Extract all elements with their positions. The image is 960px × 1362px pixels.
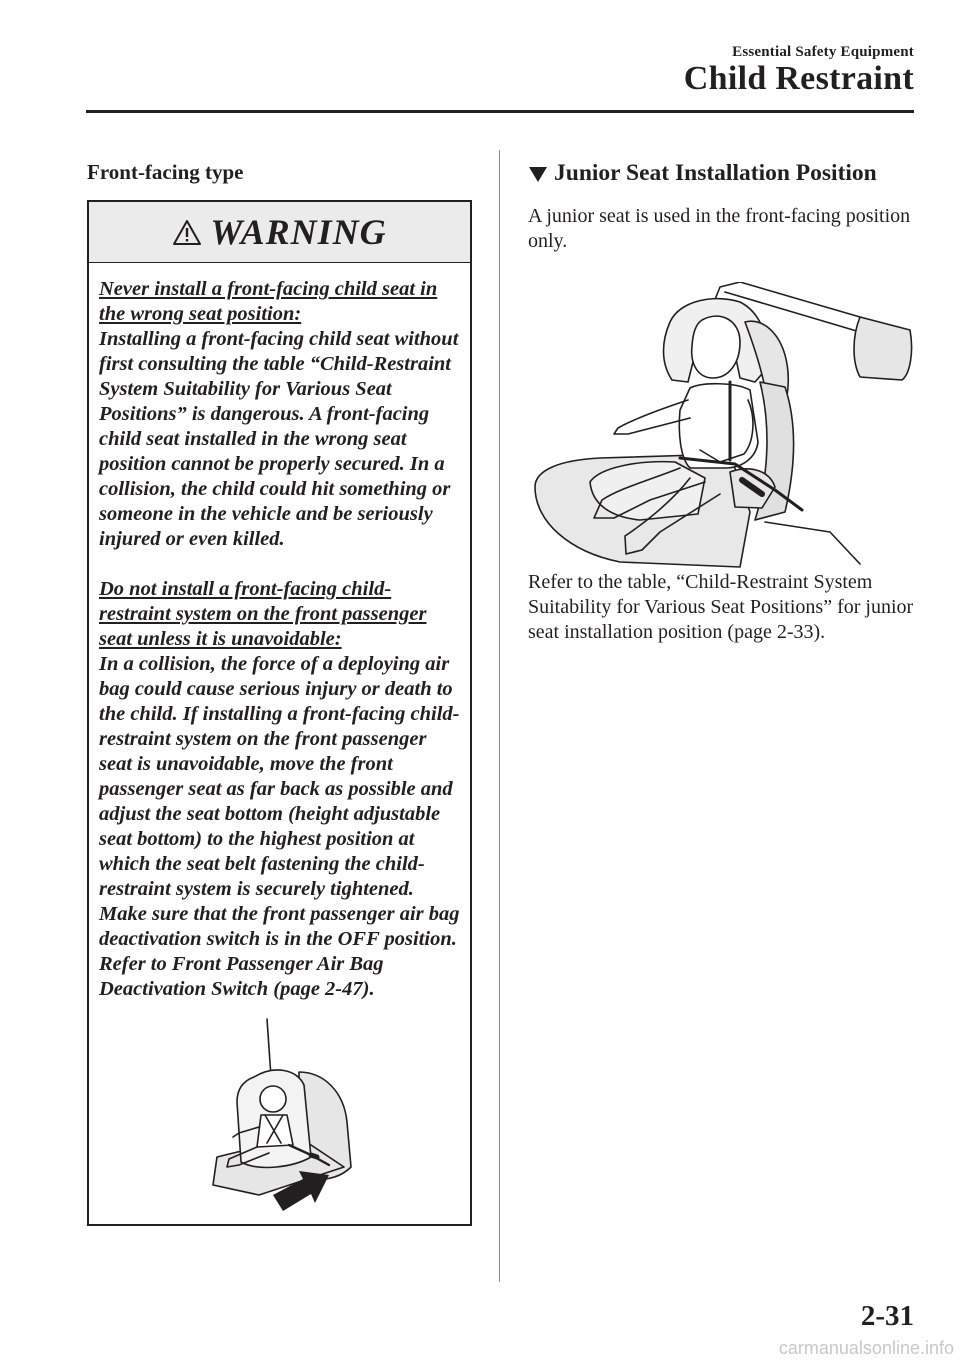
warning-paragraph-2 [99, 577, 460, 902]
warning-paragraph-3: Make sure that the front passenger air bag deactivation switch is in the OFF position. Refer to Front Passenger Air Bag Deactivation Switch (page 2-47). [99, 903, 460, 1000]
front-facing-seat-illustration [199, 1017, 359, 1212]
warning-para2-lead: Do not install a front-facing child-restraint system on the front passenger seat unless it is unavoidable: [99, 578, 427, 650]
junior-seat-paragraph-2: Refer to the table, “Child-Restraint System Suitability for Various Seat Positions” for junior seat installation position (page 2-33). [528, 571, 914, 643]
warning-para1-lead: Never install a front-facing child seat in the wrong seat position: [99, 278, 438, 325]
column-divider [499, 150, 500, 1282]
chapter-title: Child Restraint [683, 60, 914, 97]
warning-para2-body: In a collision, the force of a deploying air bag could cause serious injury or death to the child. If installing a front-facing child-restraint system on the front passenger seat is unavoidable, move the front passenger seat as far back as possible and adjust the seat bottom (height adjustable seat bottom) to the highest position at which the seat belt fastening the child-restraint system is securely tightened. [99, 653, 460, 900]
warning-box [87, 200, 472, 1226]
warning-body [89, 263, 470, 1002]
junior-seat-heading-text: Junior Seat Installation Position [554, 160, 877, 186]
junior-seat-illustration [530, 282, 915, 572]
watermark: carmanualsonline.info [778, 1338, 954, 1358]
warning-title: WARNING [210, 212, 387, 252]
page-number: 2-31 [860, 1300, 914, 1332]
front-facing-subheading: Front-facing type [87, 160, 244, 184]
header-rule [86, 110, 914, 113]
warning-header [89, 202, 470, 263]
section-title: Essential Safety Equipment [732, 44, 914, 60]
junior-seat-heading [528, 160, 877, 187]
junior-seat-paragraph-1: A junior seat is used in the front-facing position only. [528, 205, 911, 252]
warning-para1-body: Installing a front-facing child seat without first consulting the table “Child-Restraint System Suitability for Various Seat Positions” is dangerous. A front-facing child seat installed in the wrong seat position cannot be properly secured. In a collision, the child could hit something or someone in the vehicle and be seriously injured or even killed. [99, 328, 459, 550]
warning-paragraph-1 [99, 277, 460, 552]
section-marker-icon [528, 165, 548, 183]
warning-triangle-icon [172, 219, 202, 246]
